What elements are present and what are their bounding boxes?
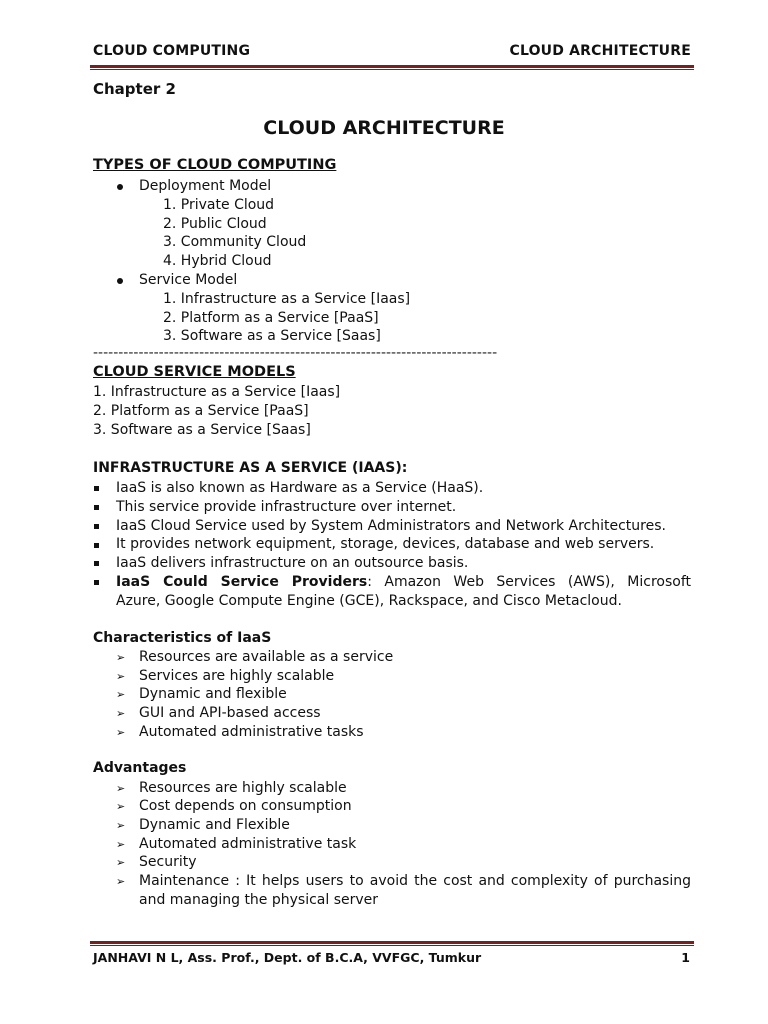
deployment-item: 4. Hybrid Cloud — [163, 253, 272, 269]
service-item: 1. Infrastructure as a Service [Iaas] — [163, 291, 411, 307]
service-label: Service Model — [139, 272, 238, 288]
service-model-item: 2. Platform as a Service [PaaS] — [93, 403, 309, 419]
advantage-item: Resources are highly scalable — [139, 780, 347, 796]
deployment-item: 3. Community Cloud — [163, 234, 307, 250]
service-model-item: 3. Software as a Service [Saas] — [93, 422, 311, 438]
arrow-bullet-icon: ➢ — [116, 670, 126, 683]
service-item: 3. Software as a Service [Saas] — [163, 328, 381, 344]
square-bullet-icon — [94, 505, 99, 510]
square-bullet-icon — [94, 543, 99, 548]
arrow-bullet-icon: ➢ — [116, 726, 126, 739]
providers-label: IaaS Could Service Providers — [116, 574, 368, 590]
iaas-bullet: IaaS delivers infrastructure on an outsource basis. — [116, 555, 469, 571]
square-bullet-icon — [94, 486, 99, 491]
maintenance-line: Maintenance : It helps users to avoid the cost and complexity of purchasing — [139, 873, 691, 889]
iaas-heading: INFRASTRUCTURE AS A SERVICE (IAAS): — [93, 460, 408, 476]
square-bullet-icon — [94, 580, 99, 585]
deployment-item: 1. Private Cloud — [163, 197, 275, 213]
arrow-bullet-icon: ➢ — [116, 819, 126, 832]
characteristic-item: Services are highly scalable — [139, 668, 335, 684]
arrow-bullet-icon: ➢ — [116, 800, 126, 813]
service-model-item: 1. Infrastructure as a Service [Iaas] — [93, 384, 341, 400]
arrow-bullet-icon: ➢ — [116, 782, 126, 795]
arrow-bullet-icon: ➢ — [116, 838, 126, 851]
arrow-bullet-icon: ➢ — [116, 856, 126, 869]
characteristic-item: Dynamic and flexible — [139, 686, 287, 702]
arrow-bullet-icon: ➢ — [116, 875, 126, 888]
iaas-providers-continued: Azure, Google Compute Engine (GCE), Rackspace, and Cisco Metacloud. — [116, 593, 622, 609]
types-heading: TYPES OF CLOUD COMPUTING — [93, 157, 337, 173]
characteristic-item: GUI and API-based access — [139, 705, 321, 721]
page-header — [93, 43, 691, 63]
service-item: 2. Platform as a Service [PaaS] — [163, 310, 379, 326]
arrow-bullet-icon: ➢ — [116, 651, 126, 664]
iaas-bullet: IaaS is also known as Hardware as a Service (HaaS). — [116, 480, 484, 496]
maintenance-continued: and managing the physical server — [139, 892, 379, 908]
footer-author: JANHAVI N L, Ass. Prof., Dept. of B.C.A, VVFGC, Tumkur — [93, 950, 482, 965]
service-models-heading: CLOUD SERVICE MODELS — [93, 364, 296, 380]
deployment-label: Deployment Model — [139, 178, 272, 194]
characteristic-item: Automated administrative tasks — [139, 724, 364, 740]
deployment-item: 2. Public Cloud — [163, 216, 267, 232]
iaas-bullet: IaaS Cloud Service used by System Administrators and Network Architectures. — [116, 518, 666, 534]
header-right: CLOUD ARCHITECTURE — [509, 43, 691, 59]
footer-rule — [90, 941, 694, 946]
advantage-item: Dynamic and Flexible — [139, 817, 290, 833]
header-rule — [90, 65, 694, 70]
iaas-bullet: This service provide infrastructure over internet. — [116, 499, 457, 515]
bullet-icon — [117, 278, 123, 284]
arrow-bullet-icon: ➢ — [116, 707, 126, 720]
characteristics-heading: Characteristics of IaaS — [93, 630, 272, 646]
page-number: 1 — [681, 950, 690, 965]
characteristic-item: Resources are available as a service — [139, 649, 394, 665]
advantage-item: Cost depends on consumption — [139, 798, 352, 814]
bullet-icon — [117, 184, 123, 190]
chapter-label: Chapter 2 — [93, 80, 176, 98]
header-left: CLOUD COMPUTING — [93, 43, 251, 59]
page-title: CLOUD ARCHITECTURE — [263, 117, 505, 139]
advantage-item: Automated administrative task — [139, 836, 357, 852]
arrow-bullet-icon: ➢ — [116, 688, 126, 701]
iaas-bullet: It provides network equipment, storage, devices, database and web servers. — [116, 536, 655, 552]
advantages-heading: Advantages — [93, 760, 187, 776]
advantage-item: Security — [139, 854, 197, 870]
providers-text: : Amazon Web Services (AWS), Microsoft — [367, 574, 692, 590]
square-bullet-icon — [94, 561, 99, 566]
divider-line: -------------------------------------------------------------------------------- — [93, 345, 498, 361]
iaas-providers-line — [116, 573, 691, 592]
square-bullet-icon — [94, 524, 99, 529]
